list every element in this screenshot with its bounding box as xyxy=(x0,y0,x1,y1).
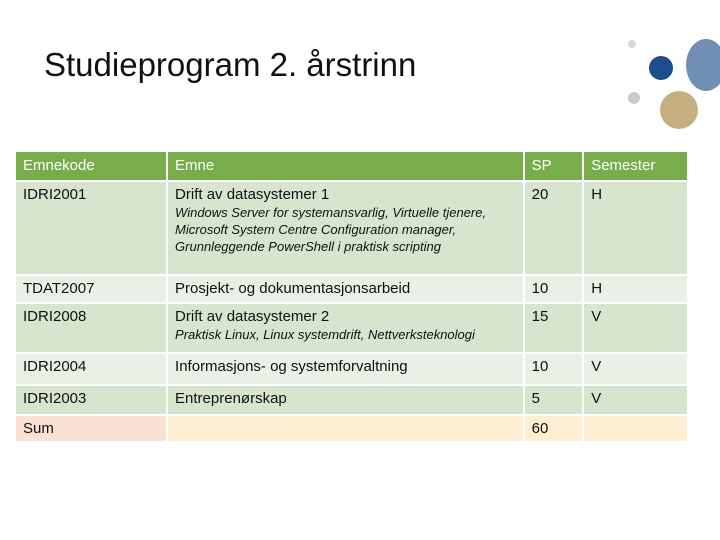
course-name: Prosjekt- og dokumentasjonsarbeid xyxy=(175,280,411,297)
course-detail: Windows Server for systemansvarlig, Virtuelle tjenere, Microsoft System Centre Configuration manager, Grunnleggende PowerShell i praktisk scripting xyxy=(175,205,487,254)
study-program-table xyxy=(14,150,689,443)
course-cell xyxy=(168,354,523,384)
course-code: IDRI2001 xyxy=(16,182,166,274)
table-row xyxy=(16,304,687,352)
course-name: Entreprenørskap xyxy=(175,390,287,407)
sum-empty xyxy=(168,416,523,441)
table-row xyxy=(16,354,687,384)
course-code: IDRI2004 xyxy=(16,354,166,384)
decor-dot xyxy=(628,92,640,104)
header-course: Emne xyxy=(168,152,523,180)
course-detail: Praktisk Linux, Linux systemdrift, Nettverksteknologi xyxy=(175,327,475,342)
course-sp: 10 xyxy=(525,276,583,302)
decor-dot xyxy=(628,40,636,48)
decor-dot xyxy=(660,91,698,129)
course-sp: 15 xyxy=(525,304,583,352)
course-code: IDRI2008 xyxy=(16,304,166,352)
course-cell xyxy=(168,182,523,274)
course-semester: V xyxy=(584,354,687,384)
table-header-row xyxy=(16,152,687,180)
sum-sp: 60 xyxy=(525,416,583,441)
header-semester: Semester xyxy=(584,152,687,180)
course-cell xyxy=(168,276,523,302)
course-cell xyxy=(168,386,523,414)
table-row xyxy=(16,182,687,274)
course-name: Informasjons- og systemforvaltning xyxy=(175,358,408,375)
course-semester: H xyxy=(584,182,687,274)
course-cell xyxy=(168,304,523,352)
course-name: Drift av datasystemer 1 xyxy=(175,186,330,203)
course-sp: 5 xyxy=(525,386,583,414)
course-semester: V xyxy=(584,386,687,414)
course-name: Drift av datasystemer 2 xyxy=(175,308,330,325)
header-sp: SP xyxy=(525,152,583,180)
course-semester: H xyxy=(584,276,687,302)
sum-label: Sum xyxy=(16,416,166,441)
course-code: TDAT2007 xyxy=(16,276,166,302)
course-code: IDRI2003 xyxy=(16,386,166,414)
course-semester: V xyxy=(584,304,687,352)
course-sp: 10 xyxy=(525,354,583,384)
course-sp: 20 xyxy=(525,182,583,274)
header-code: Emnekode xyxy=(16,152,166,180)
sum-row xyxy=(16,416,687,441)
decor-dot xyxy=(649,56,673,80)
table-row xyxy=(16,386,687,414)
table-row xyxy=(16,276,687,302)
decor-dot xyxy=(686,39,720,91)
slide-title: Studieprogram 2. årstrinn xyxy=(44,46,417,83)
sum-empty xyxy=(584,416,687,441)
